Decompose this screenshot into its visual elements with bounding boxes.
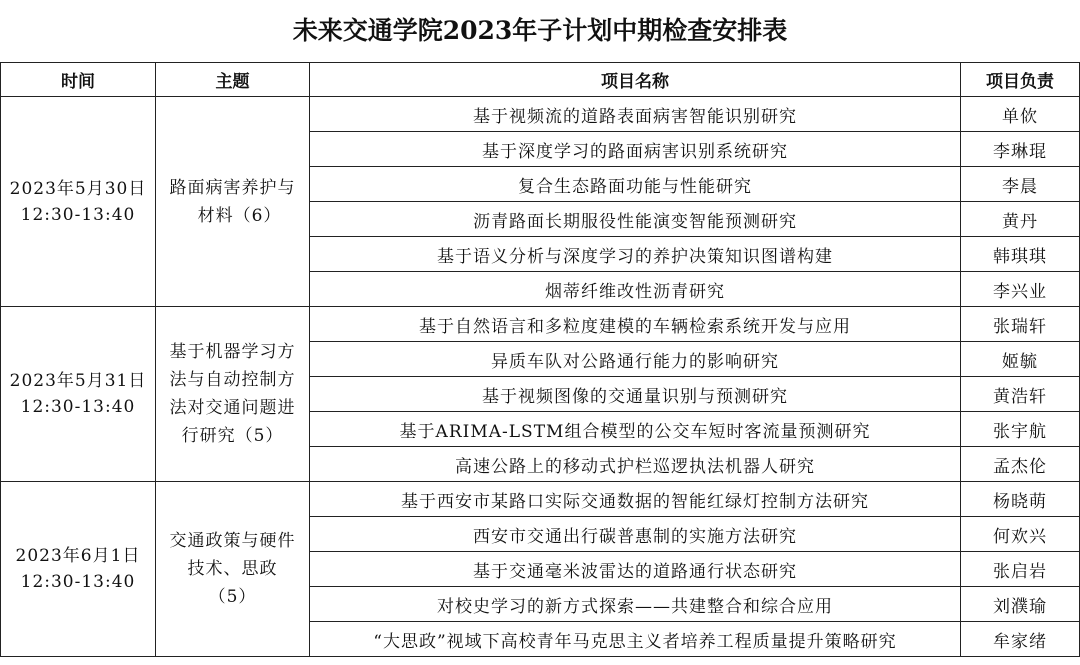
time-range: 12:30-13:40: [20, 397, 136, 417]
theme-line: 法与自动控制方: [169, 370, 296, 390]
table-row: [1, 482, 1080, 517]
theme-line: 基于机器学习方: [169, 342, 296, 362]
project-name: 复合生态路面功能与性能研究: [310, 167, 961, 202]
time-date: 2023年5月30日: [9, 178, 147, 199]
project-name: 基于语义分析与深度学习的养护决策知识图谱构建: [310, 237, 961, 272]
time-cell: [1, 307, 156, 482]
time-cell: [1, 97, 156, 307]
page-title: 未来交通学院2023年子计划中期检查安排表: [292, 16, 788, 45]
project-lead: 何欢兴: [961, 517, 1080, 552]
project-lead: 黄丹: [961, 202, 1080, 237]
header-project: 项目名称: [310, 63, 961, 97]
theme-cell: [156, 97, 310, 307]
project-lead: 杨晓萌: [961, 482, 1080, 517]
theme-line: 法对交通问题进: [169, 398, 296, 418]
time-date: 2023年6月1日: [15, 546, 141, 566]
project-lead: 牟家绪: [961, 622, 1080, 657]
header-lead: 项目负责: [961, 63, 1080, 97]
project-lead: 张宇航: [961, 412, 1080, 447]
theme-line: （5）: [208, 587, 257, 607]
project-name: 烟蒂纤维改性沥青研究: [310, 272, 961, 307]
project-name: 基于深度学习的路面病害识别系统研究: [310, 132, 961, 167]
project-name: 基于视频图像的交通量识别与预测研究: [310, 377, 961, 412]
project-lead: 单佽: [961, 97, 1080, 132]
table-row: [1, 97, 1080, 132]
project-lead: 黄浩轩: [961, 377, 1080, 412]
project-name: “大思政”视域下高校青年马克思主义者培养工程质量提升策略研究: [310, 622, 961, 657]
time-cell: [1, 482, 156, 657]
time-range: 12:30-13:40: [20, 572, 136, 592]
project-name: 高速公路上的移动式护栏巡逻执法机器人研究: [310, 447, 961, 482]
header-time: 时间: [1, 63, 156, 97]
project-lead: 李兴业: [961, 272, 1080, 307]
schedule-table: [0, 62, 1080, 657]
time-date: 2023年5月31日: [9, 371, 147, 391]
theme-cell: [156, 307, 310, 482]
project-name: 基于西安市某路口实际交通数据的智能红绿灯控制方法研究: [310, 482, 961, 517]
project-name: 基于视频流的道路表面病害智能识别研究: [310, 97, 961, 132]
table-row: [1, 307, 1080, 342]
theme-line: 技术、思政: [187, 559, 278, 579]
theme-line: 材料（6）: [197, 205, 282, 226]
theme-line: 交通政策与硬件: [169, 531, 296, 551]
project-lead: 张启岩: [961, 552, 1080, 587]
theme-cell: [156, 482, 310, 657]
project-lead: 孟杰伦: [961, 447, 1080, 482]
project-name: 基于自然语言和多粒度建模的车辆检索系统开发与应用: [310, 307, 961, 342]
time-range: 12:30-13:40: [20, 204, 136, 225]
project-lead: 韩琪琪: [961, 237, 1080, 272]
project-lead: 李晨: [961, 167, 1080, 202]
project-name: 沥青路面长期服役性能演变智能预测研究: [310, 202, 961, 237]
project-lead: 姬毓: [961, 342, 1080, 377]
project-lead: 李琳琨: [961, 132, 1080, 167]
project-name: 基于ARIMA-LSTM组合模型的公交车短时客流量预测研究: [310, 412, 961, 447]
theme-line: 行研究（5）: [181, 426, 284, 446]
project-name: 西安市交通出行碳普惠制的实施方法研究: [310, 517, 961, 552]
project-name: 对校史学习的新方式探索——共建整合和综合应用: [310, 587, 961, 622]
theme-line: 路面病害养护与: [169, 177, 296, 198]
header-row: [1, 63, 1080, 97]
project-lead: 刘濮瑜: [961, 587, 1080, 622]
project-name: 基于交通毫米波雷达的道路通行状态研究: [310, 552, 961, 587]
project-name: 异质车队对公路通行能力的影响研究: [310, 342, 961, 377]
project-lead: 张瑞轩: [961, 307, 1080, 342]
header-theme: 主题: [156, 63, 310, 97]
